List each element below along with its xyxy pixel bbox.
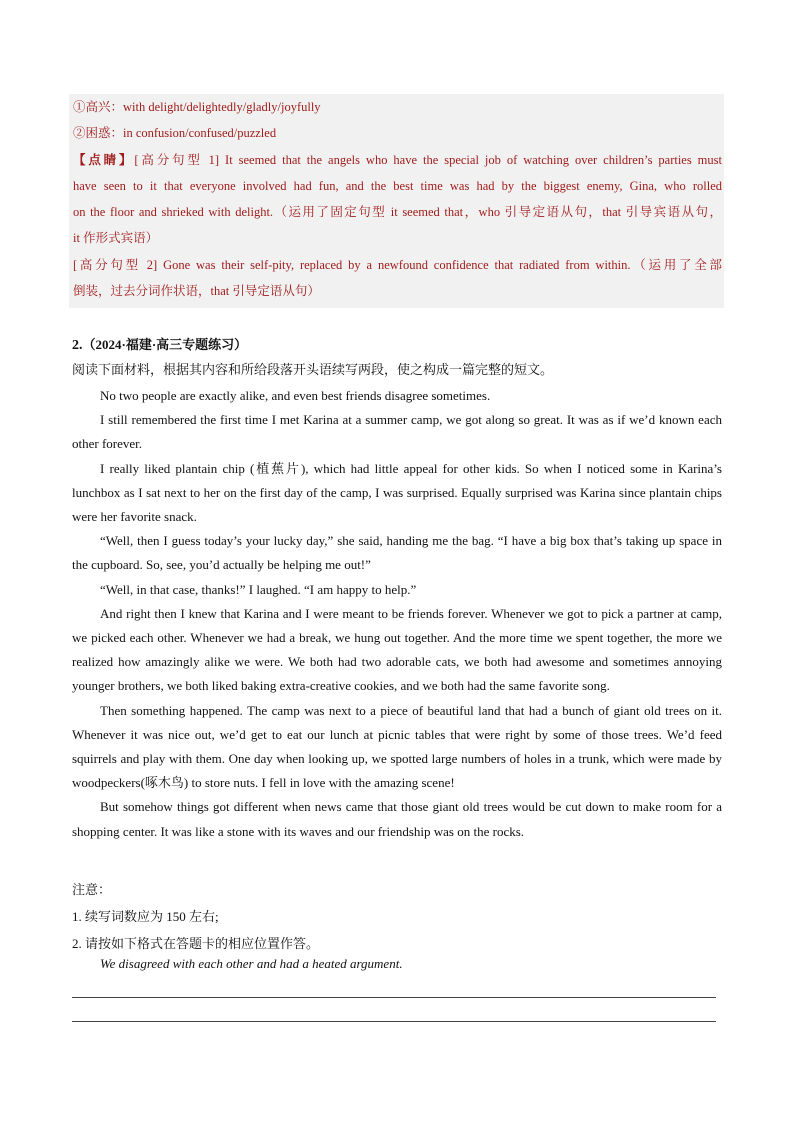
passage-paragraph: No two people are exactly alike, and even best friends disagree sometimes. xyxy=(100,388,491,403)
dianjing-tag: 【点睛】 xyxy=(73,152,135,167)
tip-line-3 xyxy=(69,147,724,173)
passage-paragraph: Then something happened. The camp was next to a piece of beautiful land that had a bunch of giant old trees on it. Whenever it was nice out, we’d get to eat our lunch at picnic tables that were right by some of those trees. We’d feed squirrels and play with them. One day when looking up, we spotted large numbers of holes in a trunk, which were made by woodpeckers(啄木鸟) to store nuts. I fell in love with the amazing scene! xyxy=(72,702,722,791)
tip-line-3-text: [高分句型 1] It seemed that the angels who have the special job of watching over children’s parties must xyxy=(134,152,722,167)
question-number: 2. xyxy=(72,338,83,353)
tip-line-5: on the floor and shrieked with delight.（运用了固定句型 it seemed that，who 引导定语从句，that 引导宾语从句， xyxy=(73,205,722,220)
notes-item-2: 2. 请按如下格式在答题卡的相应位置作答。 xyxy=(72,936,320,951)
question-instruction: 阅读下面材料，根据其内容和所给段落开头语续写两段，使之构成一篇完整的短文。 xyxy=(72,362,554,377)
tip-line-8: 倒装，过去分词作状语，that 引导定语从句） xyxy=(73,284,320,299)
tip-line-4: have seen to it that everyone involved had fun, and the best time was had by the biggest enemy, Gina, who rolled xyxy=(73,178,722,193)
notes-section xyxy=(72,876,319,957)
tips-box xyxy=(69,94,724,308)
passage-paragraph: I really liked plantain chip (植蕉片), which had little appeal for other kids. So when I noticed some in Karina’s lunchbox as I sat next to her on the first day of the camp, I was surprised. Equally surprised was Karina since plantain chips were her favorite snack. xyxy=(72,460,722,525)
tip-line-2: ②困惑：in confusion/confused/puzzled xyxy=(73,126,277,141)
notes-title: 注意： xyxy=(72,882,112,897)
tip-line-1: ①高兴：with delight/delightedly/gladly/joyfully xyxy=(73,100,321,114)
passage-paragraph: “Well, in that case, thanks!” I laughed. “I am happy to help.” xyxy=(100,581,417,597)
answer-line[interactable] xyxy=(72,1021,716,1022)
tip-line-6: it 作形式宾语） xyxy=(73,231,159,246)
reading-passage xyxy=(72,384,722,844)
continuation-prompt: We disagreed with each other and had a heated argument. xyxy=(100,956,403,971)
passage-paragraph: I still remembered the first time I met Karina at a summer camp, we got along so great. It was as if we’d known each other forever. xyxy=(72,412,722,452)
passage-paragraph: But somehow things got different when news came that those giant old trees would be cut down to make room for a shopping center. It was like a stone with its waves and our friendship was on the rocks. xyxy=(72,799,722,839)
notes-item-1: 1. 续写词数应为 150 左右; xyxy=(72,909,219,924)
tip-line-7: [高分句型 2] Gone was their self-pity, replaced by a newfound confidence that radiated from within.（运用了全部 xyxy=(73,257,722,272)
question-source: （2024·福建·高三专题练习） xyxy=(82,337,248,352)
passage-paragraph: “Well, then I guess today’s your lucky day,” she said, handing me the bag. “I have a big box that’s taking up space in the cupboard. So, see, you’d actually be helping me out!” xyxy=(72,533,722,573)
question-header xyxy=(72,334,247,354)
answer-line[interactable] xyxy=(72,997,716,998)
passage-paragraph: And right then I knew that Karina and I were meant to be friends forever. Whenever we got to pick a partner at camp, we picked each other. Whenever we had a break, we hung out together. And the more time we spent together, the more we realized how amazingly alike we were. We both had two adorable cats, we both had awesome and sometimes annoying younger brothers, we both liked baking extra-creative cookies, and we both had the same favorite song. xyxy=(72,605,722,694)
